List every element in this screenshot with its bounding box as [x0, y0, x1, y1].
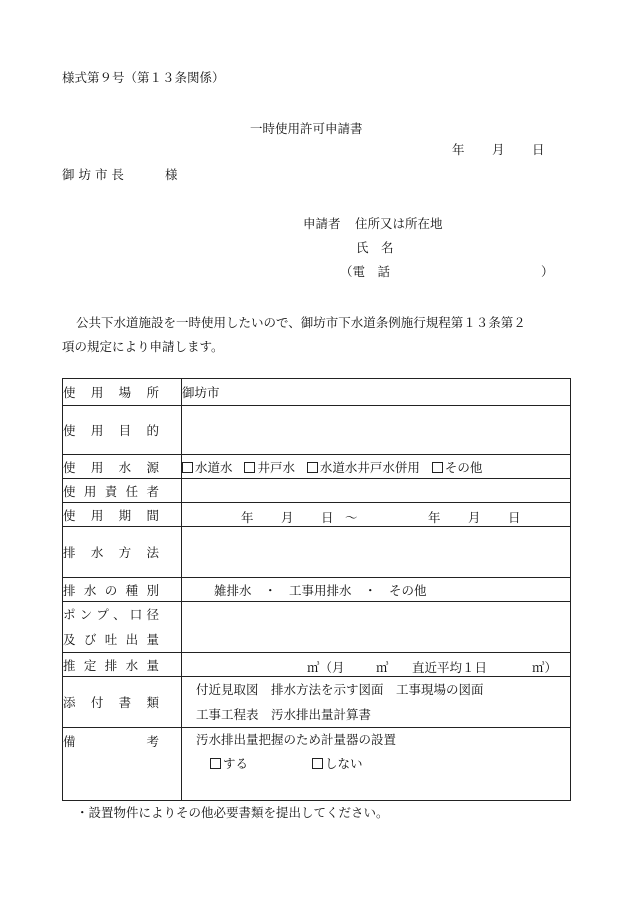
date-day-label: 日 [532, 142, 545, 157]
checkbox-icon [307, 462, 318, 473]
water-source-options [182, 455, 571, 479]
water-source-label: 使 用 水 源 [63, 455, 182, 479]
drain-type-label: 排 水 の 種 別 [63, 578, 182, 602]
manager-value[interactable] [182, 479, 571, 503]
row-attachments [63, 677, 571, 728]
row-remarks [63, 728, 571, 801]
remarks-value [182, 728, 571, 801]
row-drain-method [63, 527, 571, 578]
estimate-label: 推 定 排 水 量 [63, 653, 182, 677]
addressee-honorific: 様 [165, 167, 178, 182]
applicant-phone-close: ） [541, 264, 554, 279]
row-manager [63, 479, 571, 503]
applicant-name-label: 氏 名 [356, 240, 394, 255]
attachments-value [182, 677, 571, 728]
period-label: 使 用 期 間 [63, 503, 182, 527]
remarks-option-no[interactable]: しない [312, 756, 363, 771]
checkbox-icon [432, 462, 443, 473]
row-period [63, 503, 571, 527]
water-source-option-other[interactable]: その他 [432, 460, 483, 475]
application-table [62, 378, 571, 801]
addressee-city: 御 坊 市 長 [62, 167, 124, 182]
remarks-label: 備 考 [63, 728, 182, 801]
applicant-phone-label: （電 話 [340, 264, 391, 279]
purpose-value[interactable] [182, 406, 571, 455]
pump-label: ポ ン プ 、 口 径 及 び 吐 出 量 [63, 602, 182, 653]
date-month-label: 月 [492, 142, 505, 157]
row-location [63, 379, 571, 406]
water-source-option-well[interactable]: 井戸水 [244, 460, 295, 475]
body-text-line2: 項の規定により申請します。 [62, 339, 224, 354]
estimate-value[interactable]: ㎥（月 ㎥ 直近平均１日 ㎥） [182, 653, 571, 677]
remarks-line1: 汚水排出量把握のため計量器の設置 [196, 732, 397, 747]
applicant-address-label: 住所又は所在地 [355, 216, 443, 231]
purpose-label: 使 用 目 的 [63, 406, 182, 455]
attachments-label: 添 付 書 類 [63, 677, 182, 728]
footnote: ・設置物件によりその他必要書類を提出してください。 [76, 805, 389, 820]
document-title: 一時使用許可申請書 [250, 121, 363, 136]
row-water-source [63, 455, 571, 479]
checkbox-icon [182, 462, 193, 473]
form-number: 様式第９号（第１３条関係） [62, 70, 225, 85]
row-drain-type [63, 578, 571, 602]
body-text-line1: 公共下水道施設を一時使用したいので、御坊市下水道条例施行規程第１３条第２ [76, 315, 526, 330]
water-source-option-both[interactable]: 水道水井戸水併用 [307, 460, 420, 475]
location-value[interactable]: 御坊市 [182, 379, 571, 406]
row-pump [63, 602, 571, 653]
attachments-line2: 工事工程表 汚水排出量計算書 [196, 707, 372, 722]
manager-label: 使 用 責 任 者 [63, 479, 182, 503]
row-purpose [63, 406, 571, 455]
date-year-label: 年 [452, 142, 465, 157]
drain-type-value[interactable]: 雑排水 ・ 工事用排水 ・ その他 [182, 578, 571, 602]
water-source-option-tap[interactable]: 水道水 [182, 460, 233, 475]
checkbox-icon [312, 758, 323, 769]
row-estimate [63, 653, 571, 677]
attachments-line1: 付近見取図 排水方法を示す図面 工事現場の図面 [196, 682, 484, 697]
checkbox-icon [210, 758, 221, 769]
drain-method-value[interactable] [182, 527, 571, 578]
pump-value[interactable] [182, 602, 571, 653]
period-value[interactable]: 年 月 日 ～ 年 月 日 [182, 503, 571, 527]
location-label: 使 用 場 所 [63, 379, 182, 406]
applicant-label: 申請者 [303, 216, 341, 231]
remarks-option-yes[interactable]: する [210, 756, 248, 771]
drain-method-label: 排 水 方 法 [63, 527, 182, 578]
checkbox-icon [244, 462, 255, 473]
